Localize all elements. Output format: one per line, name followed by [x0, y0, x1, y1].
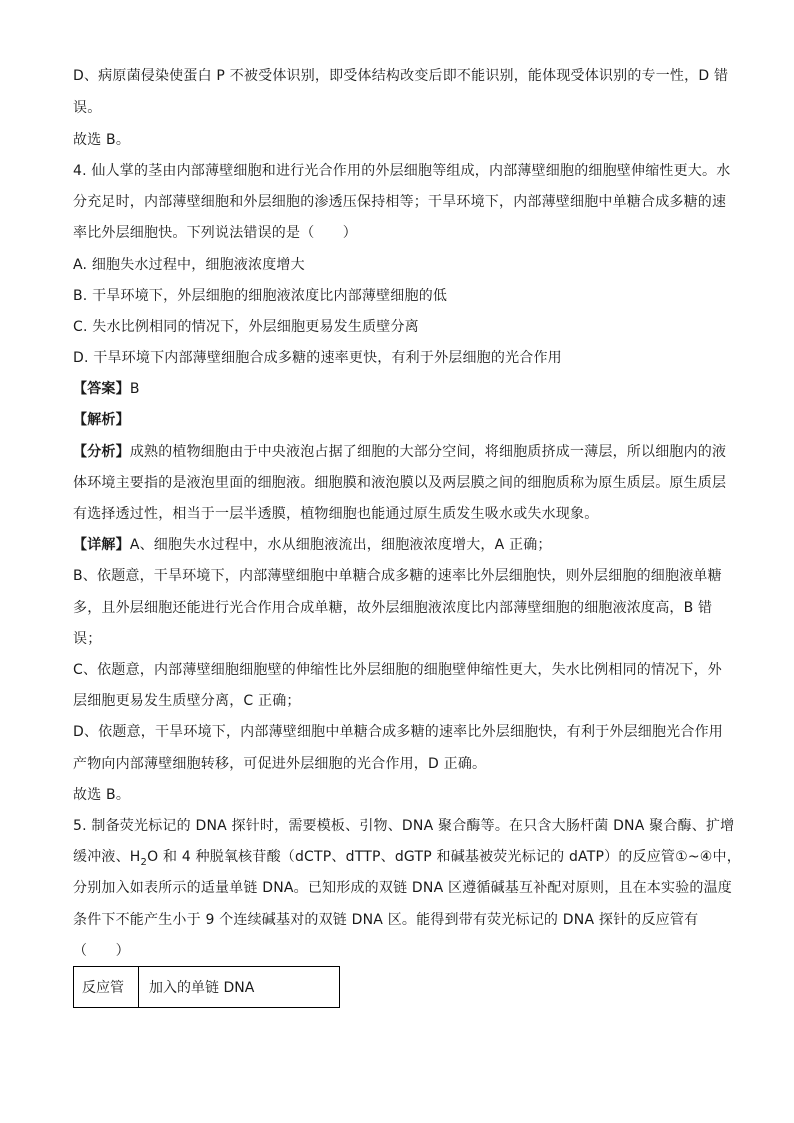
- q3-option-d-line2: 误。: [73, 100, 102, 116]
- table-row: [74, 967, 340, 1008]
- fenxi-line1: [73, 442, 733, 462]
- q5-stem-line2-b: O 和 4 种脱氧核苷酸（dCTP、dTTP、dGTP 和碱基被荧光标记的 dATP）的反应管①~④中，: [147, 849, 741, 865]
- q5-stem-line5: （ ）: [73, 943, 130, 959]
- detail-c-line2: 层细胞更易发生质壁分离，C 正确；: [73, 693, 301, 709]
- analysis-tag: 【解析】: [73, 412, 130, 428]
- detail-d-line2: 产物向内部薄壁细胞转移，可促进外层细胞的光合作用，D 正确。: [73, 756, 487, 772]
- table-header-tube: 反应管: [74, 967, 139, 1008]
- detail-c-line1: C、依题意，内部薄壁细胞细胞壁的伸缩性比外层细胞的细胞壁伸缩性更大，失水比例相同的情况下，外: [73, 662, 722, 678]
- q4-stem-line1: 4. 仙人掌的茎由内部薄壁细胞和进行光合作用的外层细胞等组成，内部薄壁细胞的细胞壁伸缩性更大。水: [73, 163, 731, 179]
- q5-stem-line4: 条件下不能产生小于 9 个连续碱基对的双链 DNA 区。能得到带有荧光标记的 DNA 探针的反应管有: [73, 912, 699, 928]
- dna-table: [73, 966, 340, 1008]
- fenxi-tag: 【分析】: [73, 444, 130, 460]
- q4-option-b: B. 干旱环境下，外层细胞的细胞液浓度比内部薄壁细胞的低: [73, 288, 448, 304]
- detail-b-line2: 多，且外层细胞还能进行光合作用合成单糖，故外层细胞液浓度比内部薄壁细胞的细胞液浓度高，B 错: [73, 600, 713, 616]
- detail-tag: 【详解】: [73, 537, 130, 553]
- q5-stem-line2: [73, 847, 741, 873]
- answer-value: B: [129, 381, 140, 397]
- q3-answer: 故选 B。: [73, 132, 131, 148]
- detail-d-line1: D、依题意，干旱环境下，内部薄壁细胞中单糖合成多糖的速率比外层细胞快，有利于外层细胞光合作用: [73, 724, 723, 740]
- q5-stem-line3: 分别加入如表所示的适量单链 DNA。已知形成的双链 DNA 区遵循碱基互补配对原则，且在本实验的温度: [73, 880, 733, 896]
- detail-b-line3: 误；: [73, 631, 102, 647]
- detail-b-line1: B、依题意，干旱环境下，内部薄壁细胞中单糖合成多糖的速率比外层细胞快，则外层细胞的细胞液单糖: [73, 568, 722, 584]
- q4-stem-line3: 率比外层细胞快。下列说法错误的是（ ）: [73, 225, 357, 241]
- q4-stem-line2: 分充足时，内部薄壁细胞和外层细胞的渗透压保持相等；干旱环境下，内部薄壁细胞中单糖合成多糖的速: [73, 194, 727, 210]
- fenxi-text: 成熟的植物细胞由于中央液泡占据了细胞的大部分空间，将细胞质挤成一薄层，所以细胞内的液: [129, 444, 727, 460]
- q4-option-c: C. 失水比例相同的情况下，外层细胞更易发生质壁分离: [73, 319, 419, 335]
- q3-option-d-line1: D、病原菌侵染使蛋白 P 不被受体识别，即受体结构改变后即不能识别，能体现受体识别的专一性，D 错: [73, 68, 729, 84]
- fenxi-line2: 体环境主要指的是液泡里面的细胞液。细胞膜和液泡膜以及两层膜之间的细胞质称为原生质层。原生质层: [73, 475, 727, 491]
- q5-stem-line1: 5. 制备荧光标记的 DNA 探针时，需要模板、引物、DNA 聚合酶等。在只含大肠杆菌 DNA 聚合酶、扩增: [73, 818, 735, 834]
- answer-tag: 【答案】: [73, 381, 130, 397]
- q4-final: 故选 B。: [73, 787, 131, 803]
- q5-stem-line2-a: 缓冲液、H: [73, 849, 141, 865]
- detail-a-text: A、细胞失水过程中，水从细胞液流出，细胞液浓度增大，A 正确；: [129, 537, 552, 553]
- q5-stem-line2-sub: 2: [140, 856, 148, 868]
- fenxi-line3: 有选择透过性，相当于一层半透膜，植物细胞也能通过原生质发生吸水或失水现象。: [73, 506, 599, 522]
- q4-answer-line: [73, 379, 733, 399]
- table-header-ssdna: 加入的单链 DNA: [139, 967, 340, 1008]
- q4-option-d: D. 干旱环境下内部薄壁细胞合成多糖的速率更快，有利于外层细胞的光合作用: [73, 350, 562, 366]
- q4-option-a: A. 细胞失水过程中，细胞液浓度增大: [73, 257, 305, 273]
- detail-a-line: [73, 535, 733, 555]
